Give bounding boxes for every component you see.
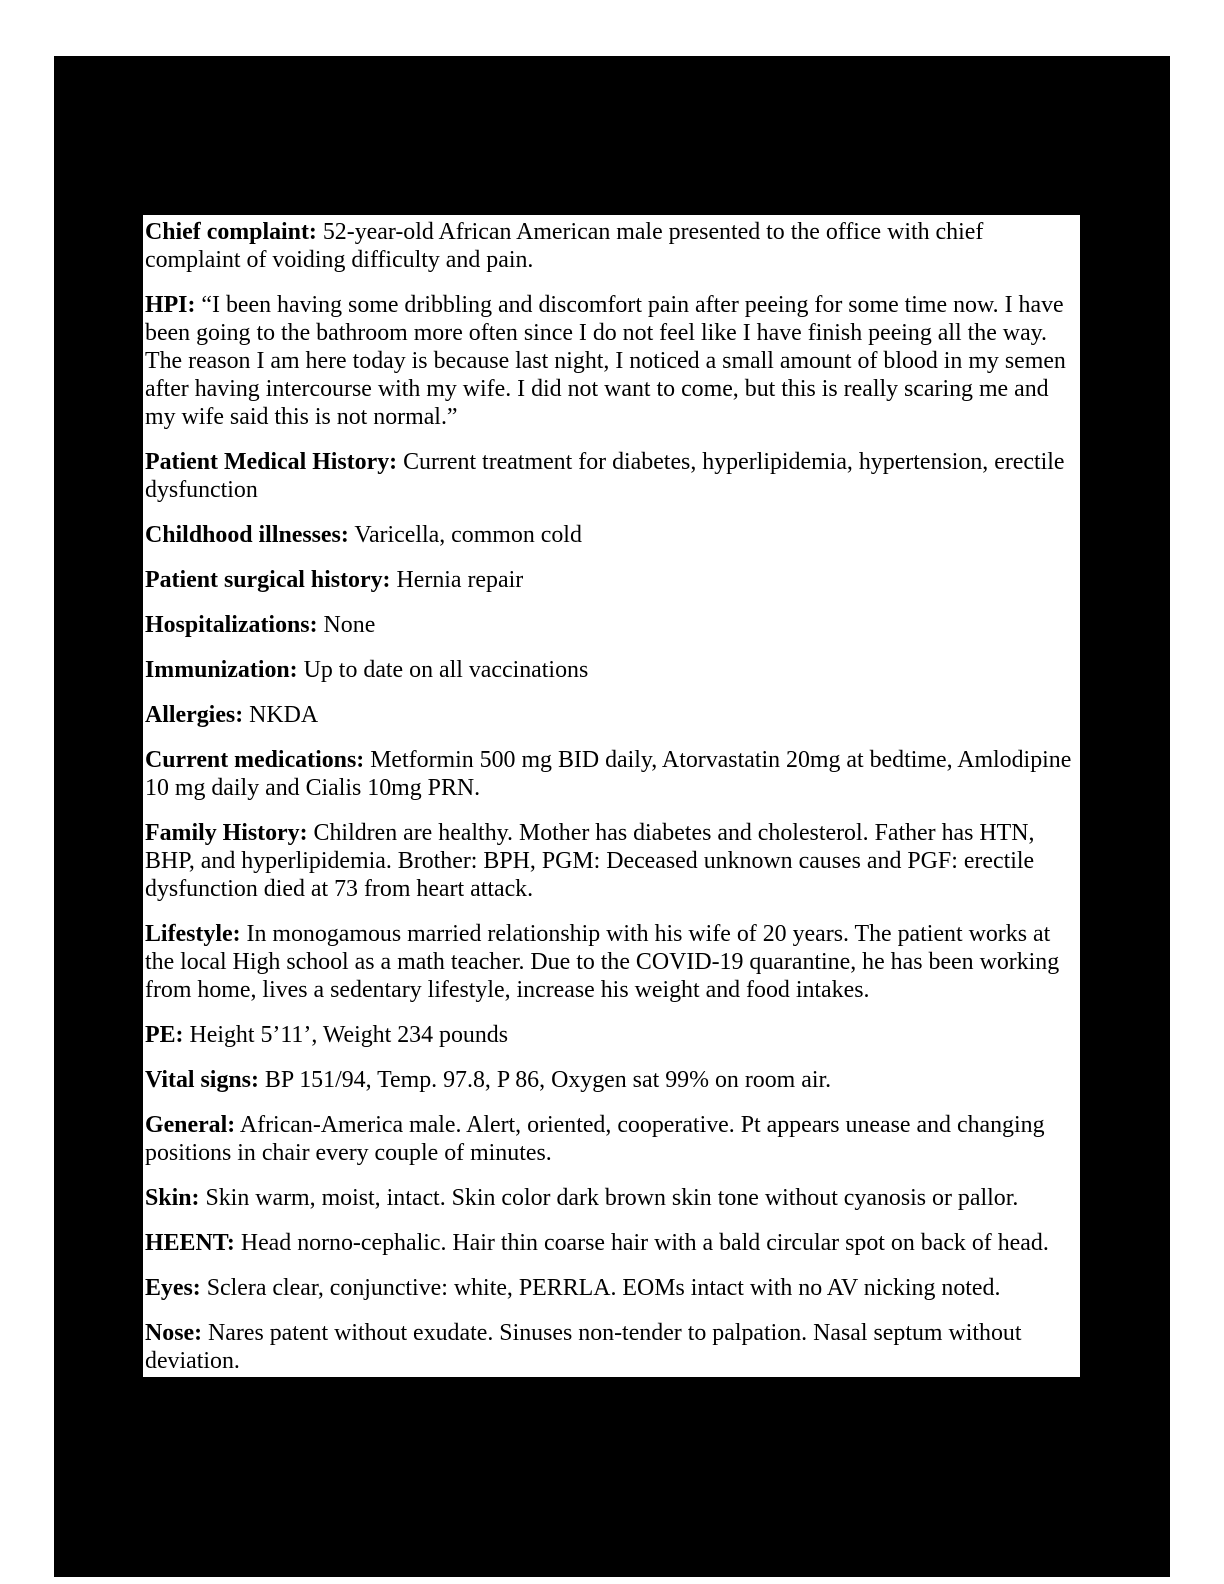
document-section: [145, 1021, 1078, 1049]
section-text: African-America male. Alert, oriented, cooperative. Pt appears unease and changing positions in chair every couple of minutes.: [145, 1112, 1045, 1166]
section-label: Childhood illnesses:: [145, 522, 349, 548]
section-text: “I been having some dribbling and discomfort pain after peeing for some time now. I have been going to the bathroom more often since I do not feel like I have finish peeing all the way. The reason I am here today is because last night, I noticed a small amount of blood in my semen after having intercourse with my wife. I did not want to come, but this is really scaring me and my wife said this is not normal.”: [145, 292, 1066, 430]
section-label: Eyes:: [145, 1275, 201, 1301]
page-canvas: [54, 56, 1170, 1577]
section-text: Current treatment for diabetes, hyperlipidemia, hypertension, erectile dysfunction: [145, 449, 1065, 503]
section-label: Chief complaint:: [145, 219, 317, 245]
document-section: [145, 291, 1078, 431]
section-label: HPI:: [145, 292, 196, 318]
section-text: Head norno-cephalic. Hair thin coarse hair with a bald circular spot on back of head.: [240, 1230, 1049, 1256]
document-section: [145, 521, 1078, 549]
section-label: Allergies:: [145, 702, 244, 728]
section-label: Family History:: [145, 820, 308, 846]
section-text: Hernia repair: [396, 567, 524, 593]
document-section: [145, 819, 1078, 903]
document-section: [145, 1274, 1078, 1302]
document-section: [145, 1319, 1078, 1375]
section-label: Lifestyle:: [145, 921, 241, 947]
section-text: Height 5’11’, Weight 234 pounds: [189, 1022, 509, 1048]
document-section: [145, 656, 1078, 684]
document-section: [145, 746, 1078, 802]
document-section: [145, 701, 1078, 729]
document-section: [145, 1066, 1078, 1094]
section-label: Nose:: [145, 1320, 203, 1346]
section-text: BP 151/94, Temp. 97.8, P 86, Oxygen sat 99% on room air.: [264, 1067, 832, 1093]
document-section: [145, 1229, 1078, 1257]
section-label: PE:: [145, 1022, 184, 1048]
section-text: Skin warm, moist, intact. Skin color dark brown skin tone without cyanosis or pallor.: [205, 1185, 1019, 1211]
section-label: HEENT:: [145, 1230, 235, 1256]
document-section: [145, 566, 1078, 594]
document-section: [145, 611, 1078, 639]
section-label: Immunization:: [145, 657, 298, 683]
section-text: Children are healthy. Mother has diabetes and cholesterol. Father has HTN, BHP, and hyperlipidemia. Brother: BPH, PGM: Deceased unknown causes and PGF: erectile dysfunction died at 73 from heart attack.: [145, 820, 1035, 902]
section-label: Hospitalizations:: [145, 612, 318, 638]
document-section: [145, 1184, 1078, 1212]
document-section: [145, 920, 1078, 1004]
section-text: NKDA: [249, 702, 319, 728]
section-text: Nares patent without exudate. Sinuses non-tender to palpation. Nasal septum without deviation.: [145, 1320, 1022, 1374]
document-section: [145, 448, 1078, 504]
section-label: Vital signs:: [145, 1067, 259, 1093]
section-text: Up to date on all vaccinations: [303, 657, 589, 683]
section-label: General:: [145, 1112, 236, 1138]
section-text: In monogamous married relationship with his wife of 20 years. The patient works at the local High school as a math teacher. Due to the COVID-19 quarantine, he has been working from home, lives a sedentary lifestyle, increase his weight and food intakes.: [145, 921, 1060, 1003]
section-text: None: [323, 612, 376, 638]
section-text: 52-year-old African American male presented to the office with chief complaint of voiding difficulty and pain.: [145, 219, 984, 273]
section-label: Patient Medical History:: [145, 449, 398, 475]
section-text: Varicella, common cold: [354, 522, 582, 548]
document-text-area: [143, 215, 1080, 1377]
section-label: Patient surgical history:: [145, 567, 391, 593]
document-section: [145, 218, 1078, 274]
section-text: Sclera clear, conjunctive: white, PERRLA. EOMs intact with no AV nicking noted.: [206, 1275, 1001, 1301]
section-text: Metformin 500 mg BID daily, Atorvastatin 20mg at bedtime, Amlodipine 10 mg daily and Cialis 10mg PRN.: [145, 747, 1072, 801]
section-label: Current medications:: [145, 747, 365, 773]
section-label: Skin:: [145, 1185, 200, 1211]
document-section: [145, 1111, 1078, 1167]
